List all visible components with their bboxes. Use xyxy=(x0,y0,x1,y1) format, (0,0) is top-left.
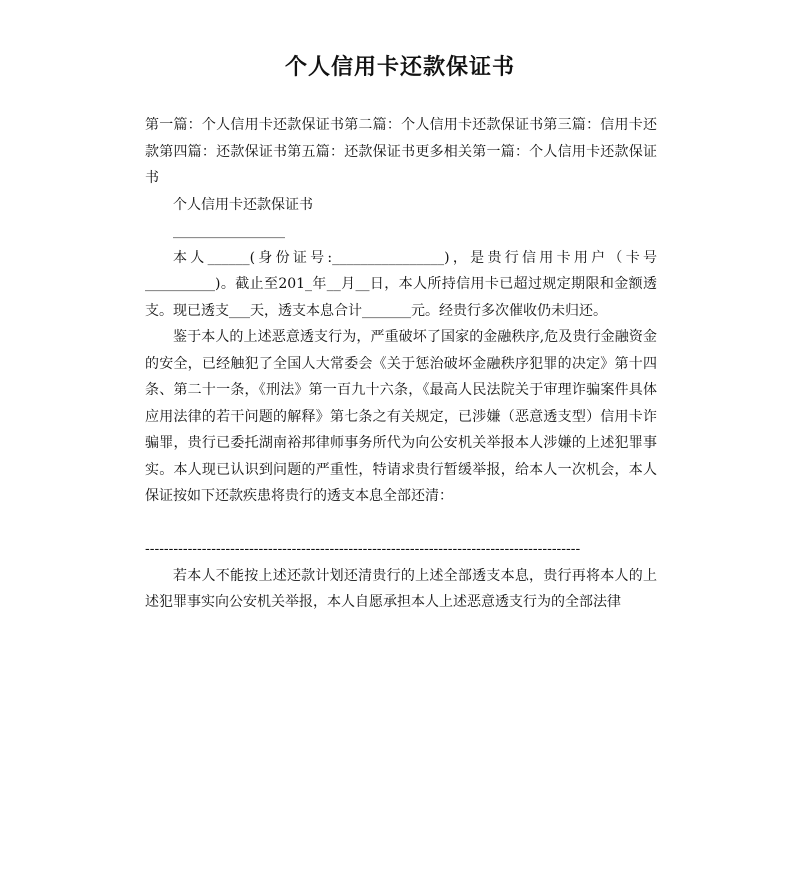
declaration-paragraph: 本人______(身份证号:________________)，是贵行信用卡用户（卡号__________)。截止至201_年__月__日，本人所持信用卡已超过规定期限和金额透支。现已透支___天，透支本息合计_______元。经贵行多次催收仍未归还。 xyxy=(145,249,657,319)
dashed-line-paragraph: -------------------------------------------------------------------------------------------- xyxy=(145,541,581,557)
underline-paragraph: ________________ xyxy=(173,223,285,239)
liability-paragraph: 若本人不能按上述还款计划还清贵行的上述全部透支本息，贵行再将本人的上述犯罪事实向公安机关举报，本人自愿承担本人上述恶意透支行为的全部法律 xyxy=(145,567,657,610)
blank-space xyxy=(145,510,657,537)
document-body xyxy=(145,112,657,616)
intro-paragraph: 第一篇：个人信用卡还款保证书第二篇：个人信用卡还款保证书第三篇：信用卡还款第四篇：还款保证书第五篇：还款保证书更多相关第一篇：个人信用卡还款保证书 xyxy=(145,117,657,186)
statement-paragraph: 鉴于本人的上述恶意透支行为，严重破坏了国家的金融秩序,危及贵行金融资金的安全，已经触犯了全国人大常委会《关于惩治破坏金融秩序犯罪的决定》第十四条、第二十一条，《刑法》第一百九十六条，《最高人民法院关于审理诈骗案件具体应用法律的若干问题的解释》第七条之有关规定，已涉嫌（恶意透支型）信用卡诈骗罪，贵行已委托湖南裕邦律师事务所代为向公安机关举报本人涉嫌的上述犯罪事实。本人现已认识到问题的严重性，特请求贵行暂缓举报，给本人一次机会，本人保证按如下还款疾患将贵行的透支本息全部还清： xyxy=(145,329,657,504)
subtitle-paragraph: 个人信用卡还款保证书 xyxy=(173,196,313,213)
document-title: 个人信用卡还款保证书 xyxy=(284,54,515,80)
